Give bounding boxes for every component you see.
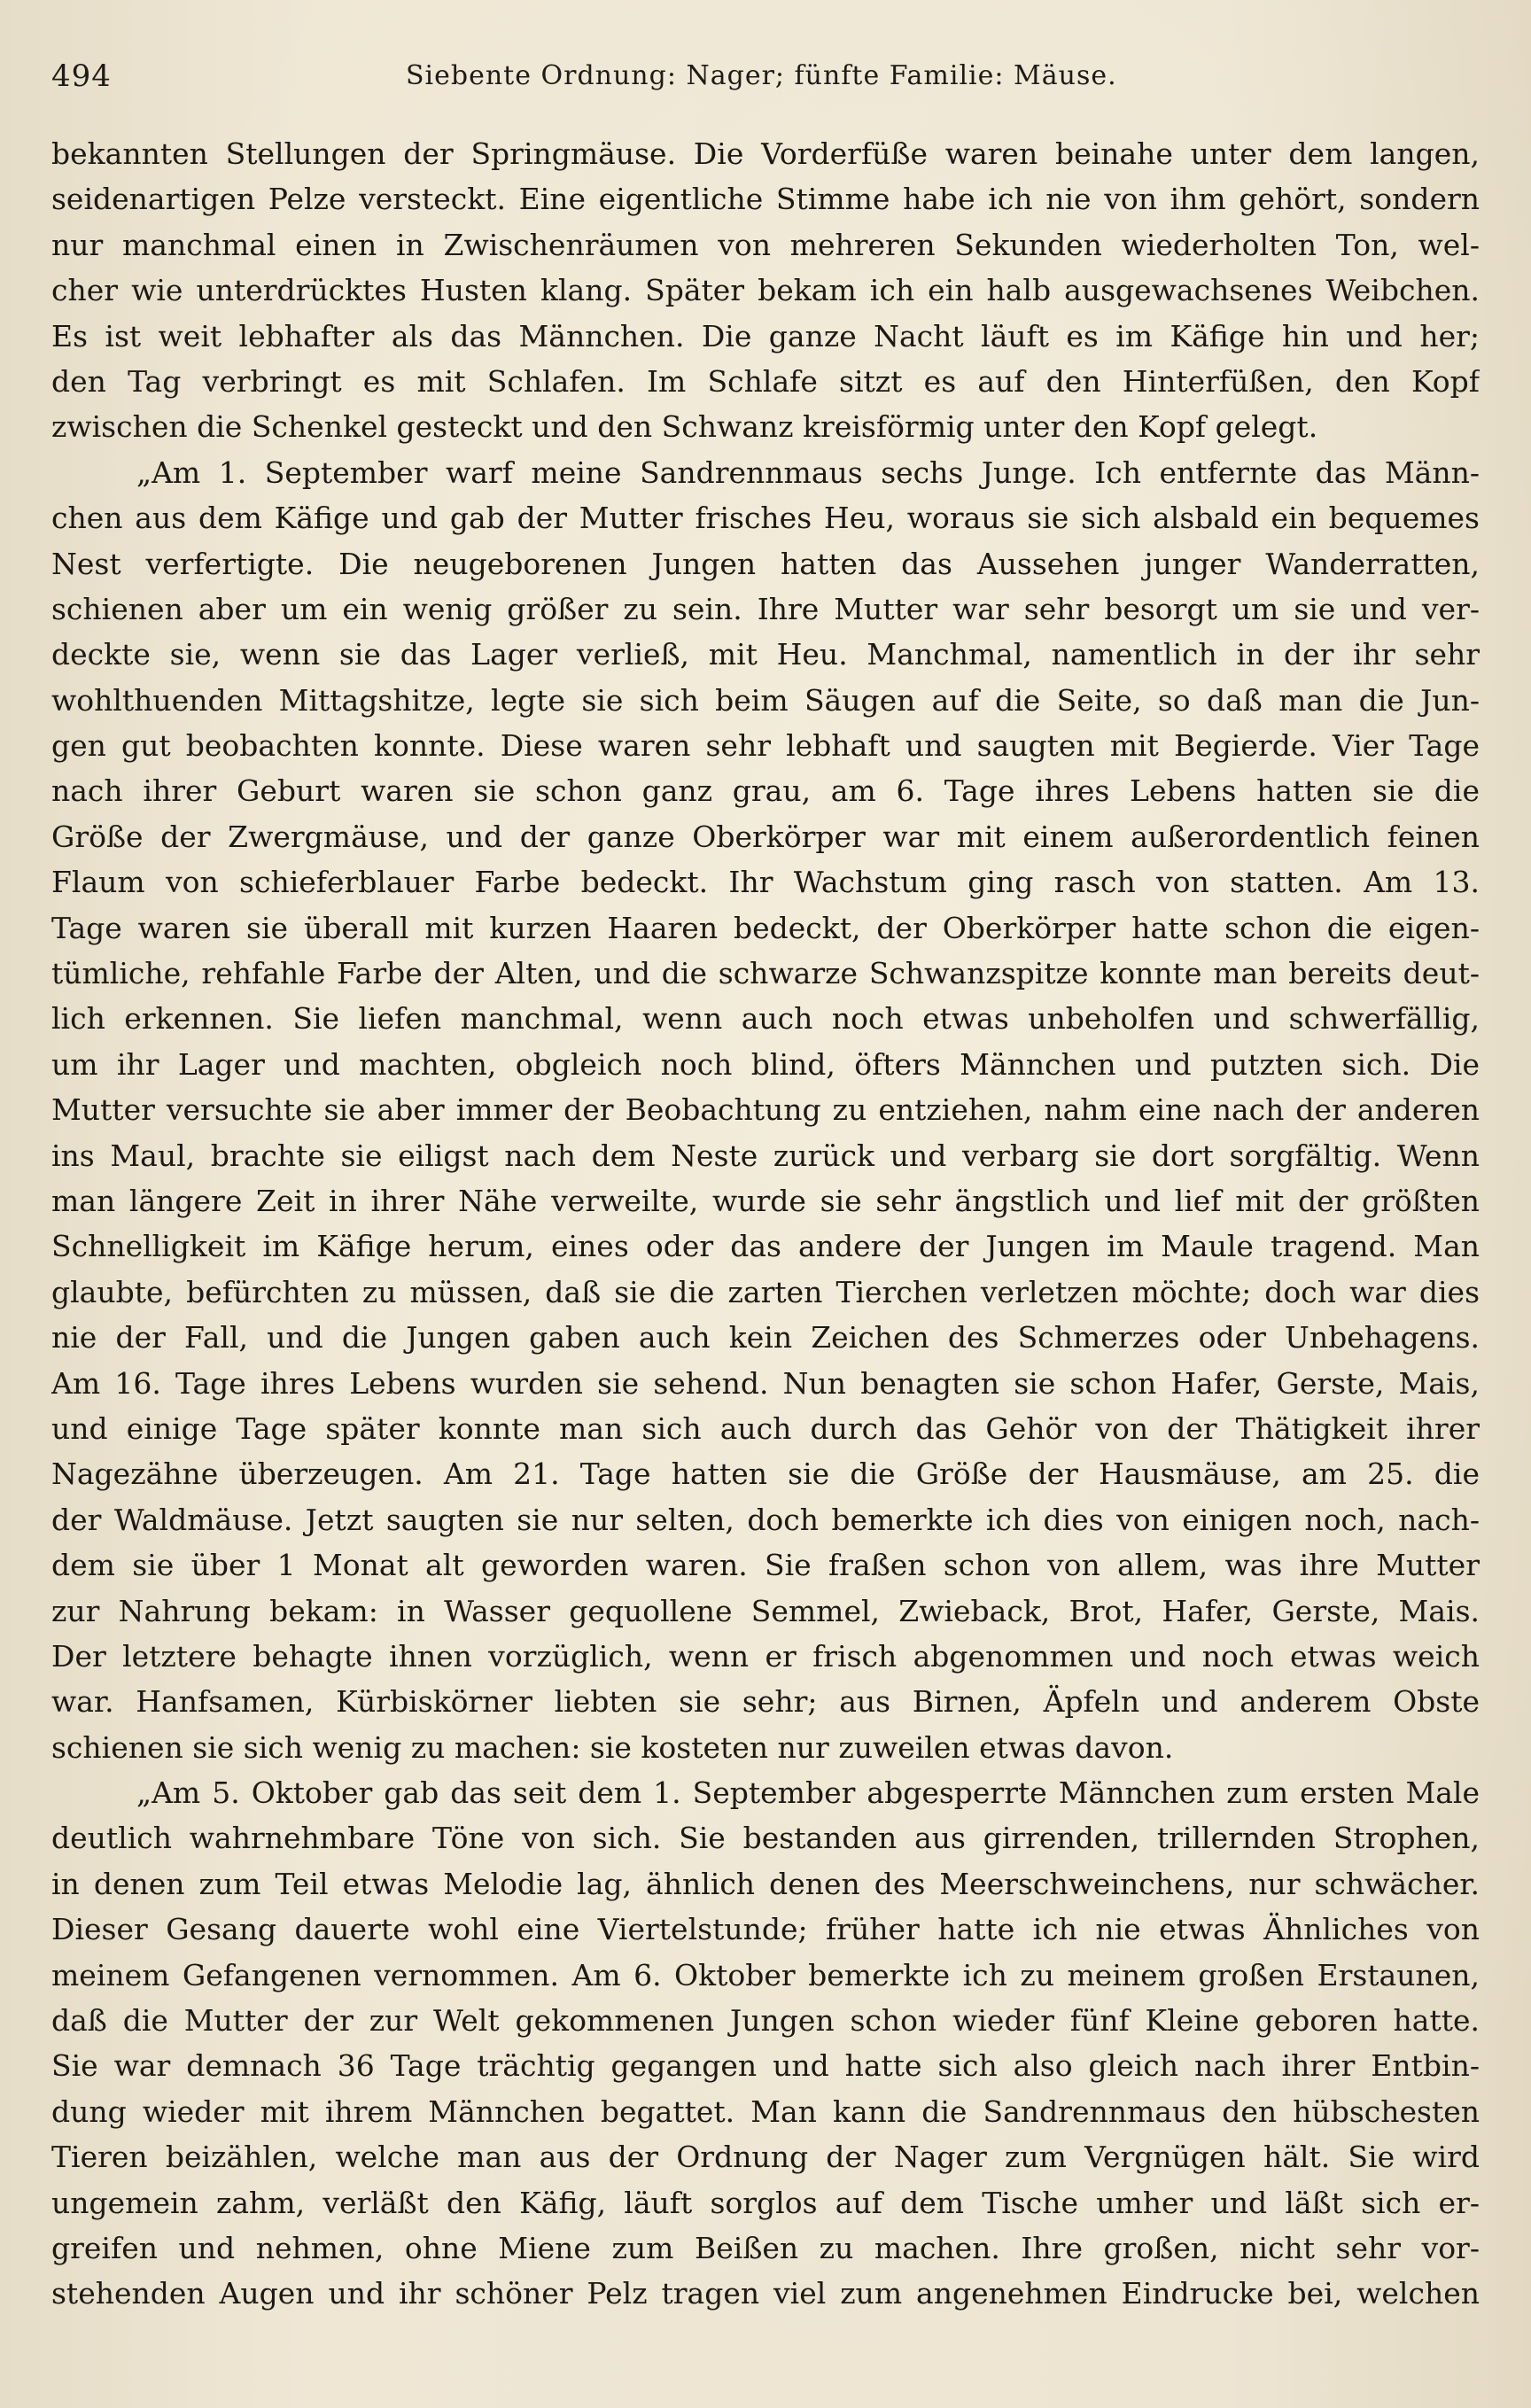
text-line: meinem Gefangenen vernommen. Am 6. Oktober bemerkte ich zu meinem großen Erstaunen,	[51, 1957, 1480, 1992]
text-line: ins Maul, brachte sie eiligst nach dem Neste zurück und verbarg sie dort sorgfältig. Wenn	[51, 1138, 1480, 1173]
text-line: tümliche, rehfahle Farbe der Alten, und die schwarze Schwanzspitze konnte man bereits deut-	[51, 956, 1480, 991]
text-line: der Waldmäuse. Jetzt saugten sie nur selten, doch bemerkte ich dies von einigen noch, nach-	[51, 1502, 1480, 1537]
text-line: man längere Zeit in ihrer Nähe verweilte, wurde sie sehr ängstlich und lief mit der größten	[51, 1183, 1480, 1218]
text-line: Am 16. Tage ihres Lebens wurden sie sehend. Nun benagten sie schon Hafer, Gerste, Mais,	[51, 1365, 1480, 1401]
text-line: cher wie unterdrücktes Husten klang. Später bekam ich ein halb ausgewachsenes Weibchen.	[51, 273, 1480, 308]
page-number: 494	[51, 58, 112, 94]
text-line: „Am 5. Oktober gab das seit dem 1. September abgesperrte Männchen zum ersten Male	[136, 1775, 1480, 1811]
page-header	[51, 58, 1480, 103]
text-line: nach ihrer Geburt waren sie schon ganz grau, am 6. Tage ihres Lebens hatten sie die	[51, 773, 1480, 809]
text-line: glaubte, befürchten zu müssen, daß sie die zarten Tierchen verletzen möchte; doch war dies	[51, 1274, 1480, 1309]
text-line: lich erkennen. Sie liefen manchmal, wenn auch noch etwas unbeholfen und schwerfällig,	[51, 1001, 1480, 1037]
text-line: wohlthuenden Mittagshitze, legte sie sich beim Säugen auf die Seite, so daß man die Jun-	[51, 682, 1480, 718]
text-line: in denen zum Teil etwas Melodie lag, ähnlich denen des Meerschweinchens, nur schwächer.	[51, 1866, 1480, 1901]
text-line: dem sie über 1 Monat alt geworden waren. Sie fraßen schon von allem, was ihre Mutter	[51, 1548, 1480, 1583]
text-line: ungemein zahm, verläßt den Käfig, läuft sorglos auf dem Tische umher und läßt sich er-	[51, 2185, 1480, 2220]
text-line: bekannten Stellungen der Springmäuse. Die Vorderfüße waren beinahe unter dem langen,	[51, 136, 1480, 171]
text-line: Sie war demnach 36 Tage trächtig gegangen und hatte sich also gleich nach ihrer Entbin-	[51, 2048, 1480, 2084]
text-line: dung wieder mit ihrem Männchen begattet. Man kann die Sandrennmaus den hübschesten	[51, 2093, 1480, 2129]
text-line: Nagezähne überzeugen. Am 21. Tage hatten sie die Größe der Hausmäuse, am 25. die	[51, 1456, 1480, 1492]
text-line: chen aus dem Käfige und gab der Mutter frisches Heu, woraus sie sich alsbald ein bequemes	[51, 501, 1480, 536]
text-line: greifen und nehmen, ohne Miene zum Beißen zu machen. Ihre großen, nicht sehr vor-	[51, 2230, 1480, 2265]
text-line: nie der Fall, und die Jungen gaben auch kein Zeichen des Schmerzes oder Unbehagens.	[51, 1320, 1480, 1355]
text-line: Schnelligkeit im Käfige herum, eines oder das andere der Jungen im Maule tragend. Man	[51, 1229, 1480, 1264]
text-line: Größe der Zwergmäuse, und der ganze Oberkörper war mit einem außerordentlich feinen	[51, 819, 1480, 854]
text-line: zwischen die Schenkel gesteckt und den Schwanz kreisförmig unter den Kopf gelegt.	[51, 409, 1318, 445]
text-line: schienen aber um ein wenig größer zu sein. Ihre Mutter war sehr besorgt um sie und ver-	[51, 591, 1480, 626]
text-line: Mutter versuchte sie aber immer der Beobachtung zu entziehen, nahm eine nach der anderen	[51, 1092, 1480, 1128]
text-line: war. Hanfsamen, Kürbiskörner liebten sie sehr; aus Birnen, Äpfeln und anderem Obste	[51, 1684, 1480, 1720]
text-line: den Tag verbringt es mit Schlafen. Im Schlafe sitzt es auf den Hinterfüßen, den Kopf	[51, 363, 1480, 399]
text-line: Flaum von schieferblauer Farbe bedeckt. Ihr Wachstum ging rasch von statten. Am 13.	[51, 865, 1480, 900]
text-line: gen gut beobachten konnte. Diese waren sehr lebhaft und saugten mit Begierde. Vier Tage	[51, 728, 1480, 764]
text-line: nur manchmal einen in Zwischenräumen von mehreren Sekunden wiederholten Ton, wel-	[51, 227, 1480, 262]
text-line: und einige Tage später konnte man sich auch durch das Gehör von der Thätigkeit ihrer	[51, 1410, 1480, 1446]
text-line: stehenden Augen und ihr schöner Pelz tragen viel zum angenehmen Eindrucke bei, welchen	[51, 2276, 1480, 2311]
running-head: Siebente Ordnung: Nager; fünfte Familie: Mäuse.	[406, 60, 1117, 91]
text-line: deutlich wahrnehmbare Töne von sich. Sie bestanden aus girrenden, trillernden Strophen,	[51, 1821, 1480, 1856]
text-line: deckte sie, wenn sie das Lager verließ, mit Heu. Manchmal, namentlich in der ihr sehr	[51, 637, 1480, 672]
text-line: Tage waren sie überall mit kurzen Haaren bedeckt, der Oberkörper hatte schon die eigen-	[51, 910, 1480, 945]
body-text	[51, 131, 1480, 2317]
text-line: um ihr Lager und machten, obgleich noch blind, öfters Männchen und putzten sich. Die	[51, 1046, 1480, 1082]
text-line: seidenartigen Pelze versteckt. Eine eigentliche Stimme habe ich nie von ihm gehört, sondern	[51, 182, 1480, 217]
text-line: Dieser Gesang dauerte wohl eine Viertelstunde; früher hatte ich nie etwas Ähnliches von	[51, 1912, 1480, 1947]
text-line: schienen sie sich wenig zu machen: sie kosteten nur zuweilen etwas davon.	[51, 1729, 1174, 1765]
text-line: Tieren beizählen, welche man aus der Ordnung der Nager zum Vergnügen hält. Sie wird	[51, 2140, 1480, 2175]
text-line: daß die Mutter der zur Welt gekommenen Jungen schon wieder fünf Kleine geboren hatte.	[51, 2003, 1480, 2039]
text-line: Der letztere behagte ihnen vorzüglich, wenn er frisch abgenommen und noch etwas weich	[51, 1638, 1480, 1674]
text-line: zur Nahrung bekam: in Wasser gequollene Semmel, Zwieback, Brot, Hafer, Gerste, Mais.	[51, 1593, 1480, 1628]
text-line: Nest verfertigte. Die neugeborenen Jungen hatten das Aussehen junger Wanderratten,	[51, 546, 1480, 581]
text-line: „Am 1. September warf meine Sandrennmaus sechs Junge. Ich entfernte das Männ-	[136, 454, 1480, 490]
text-line: Es ist weit lebhafter als das Männchen. Die ganze Nacht läuft es im Käfige hin und her;	[51, 318, 1480, 353]
